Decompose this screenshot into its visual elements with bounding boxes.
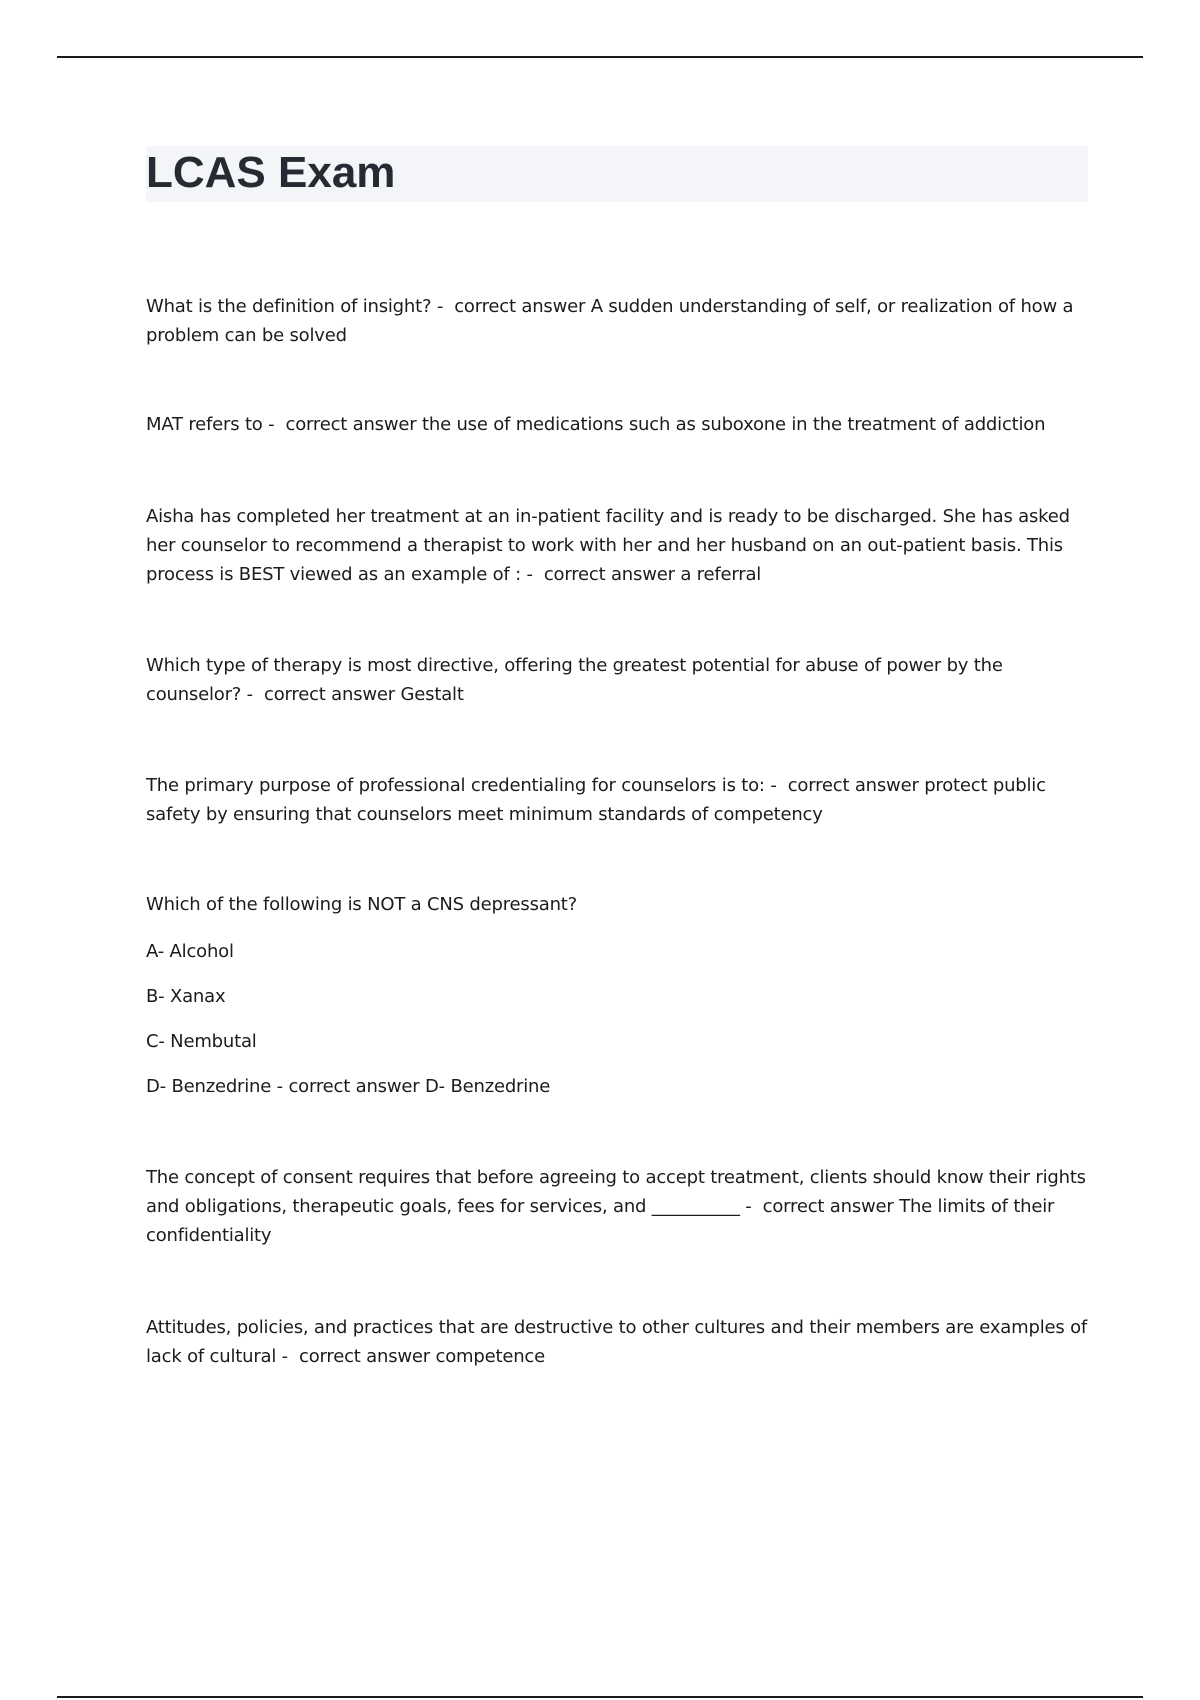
qa-item-referral bbox=[146, 502, 1092, 589]
answer-text: a referral bbox=[680, 564, 762, 585]
answer-text: protect public safety by ensuring that counselors meet minimum standards of competency bbox=[146, 775, 1046, 825]
question-text: Attitudes, policies, and practices that are destructive to other cultures and their members are examples of lack of cultural bbox=[146, 1317, 1088, 1367]
top-rule bbox=[57, 56, 1143, 58]
separator: - bbox=[739, 1196, 763, 1217]
answer-text: A sudden understanding of self, or realization of how a problem can be solved bbox=[146, 296, 1074, 346]
question-text: The concept of consent requires that before agreeing to accept treatment, clients should know their rights and obligations, therapeutic goals, fees for services, and __________ bbox=[146, 1167, 1086, 1217]
separator: - bbox=[520, 564, 544, 585]
answer-label: correct answer bbox=[299, 1346, 430, 1367]
question-text: Which type of therapy is most directive, offering the greatest potential for abuse of power by the counselor? bbox=[146, 655, 1003, 705]
answer-label: correct answer bbox=[285, 414, 417, 435]
answer-text: The limits of their confidentiality bbox=[146, 1196, 1055, 1246]
answer-label: correct answer bbox=[454, 296, 586, 317]
answer-label: correct answer bbox=[787, 775, 919, 796]
question-text: MAT refers to bbox=[146, 414, 263, 435]
qa-item-consent bbox=[146, 1163, 1092, 1250]
qa-item-mat bbox=[146, 410, 1092, 439]
answer-text: competence bbox=[435, 1346, 545, 1367]
question-text: The primary purpose of professional credentialing for counselors is to: bbox=[146, 775, 765, 796]
qa-item-cultural bbox=[146, 1313, 1092, 1371]
page-title: LCAS Exam bbox=[146, 148, 396, 197]
mcq-question: Which of the following is NOT a CNS depressant? bbox=[146, 894, 578, 915]
answer-text: the use of medications such as suboxone in the treatment of addiction bbox=[422, 414, 1046, 435]
separator: - bbox=[431, 296, 455, 317]
question-text: What is the definition of insight? bbox=[146, 296, 432, 317]
separator: - bbox=[764, 775, 788, 796]
qa-item-credentialing bbox=[146, 771, 1092, 829]
separator: - bbox=[262, 414, 286, 435]
question-text: Aisha has completed her treatment at an in-patient facility and is ready to be discharged. She has asked her counselor to recommend a therapist to work with her and her husband on an out-patient basis. This process is BEST viewed as an example of : bbox=[146, 506, 1070, 585]
answer-label: correct answer bbox=[543, 564, 675, 585]
mcq-option: A- Alcohol bbox=[146, 941, 234, 962]
answer-text: Gestalt bbox=[400, 684, 464, 705]
answer-text: D- Benzedrine bbox=[424, 1076, 551, 1097]
separator: - bbox=[271, 1076, 289, 1097]
separator: - bbox=[276, 1346, 300, 1367]
option-text: D- Benzedrine bbox=[146, 1076, 272, 1097]
separator: - bbox=[241, 684, 265, 705]
bottom-rule bbox=[57, 1696, 1143, 1698]
qa-item-therapy-type bbox=[146, 651, 1092, 709]
mcq-option: C- Nembutal bbox=[146, 1031, 257, 1052]
qa-item-insight bbox=[146, 292, 1092, 350]
mcq-option-with-answer bbox=[146, 1072, 550, 1101]
answer-label: correct answer bbox=[288, 1076, 420, 1097]
answer-label: correct answer bbox=[264, 684, 395, 705]
answer-label: correct answer bbox=[762, 1196, 894, 1217]
mcq-option: B- Xanax bbox=[146, 986, 226, 1007]
